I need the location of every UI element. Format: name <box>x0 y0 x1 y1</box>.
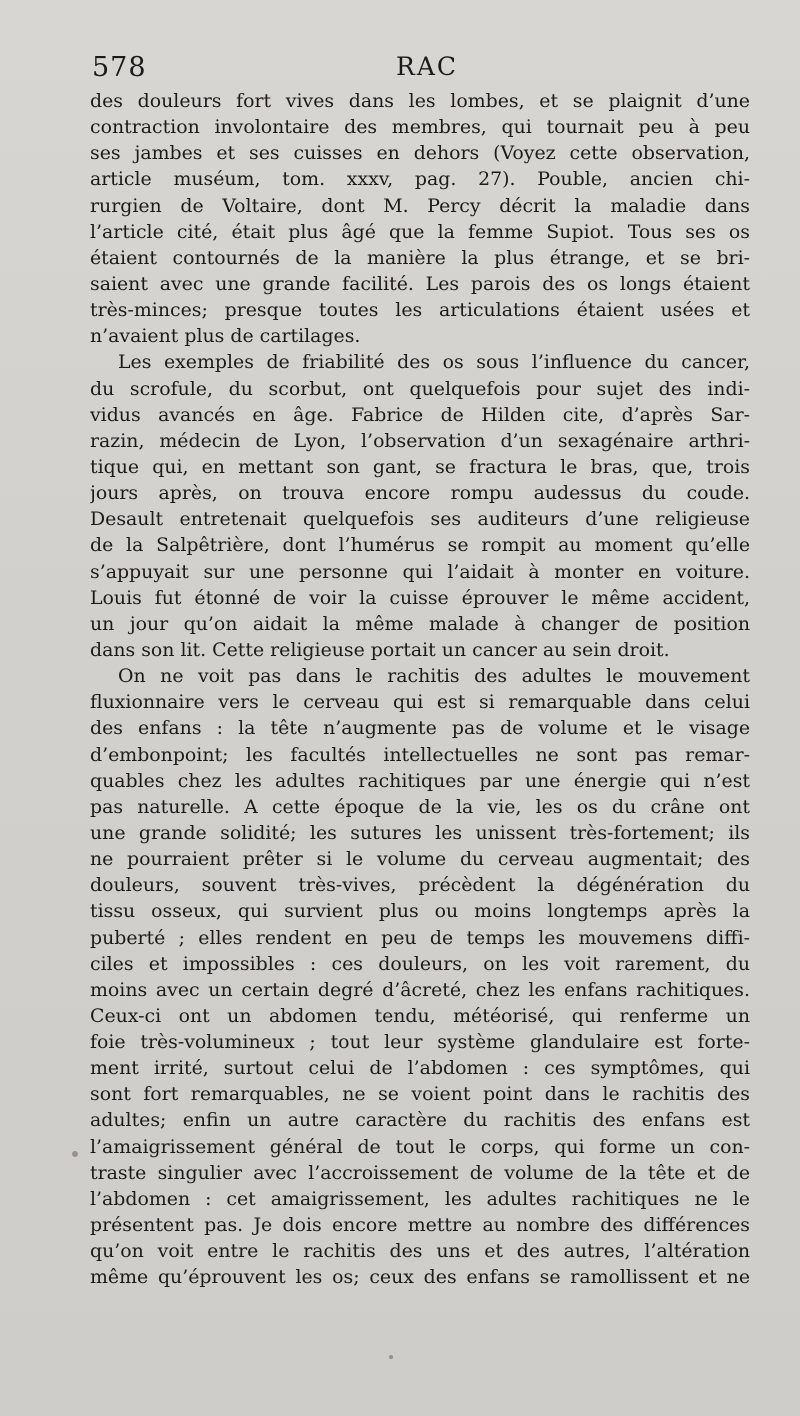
text-line: l’article cité, était plus âgé que la femme Supiot. Tous ses os <box>90 220 750 243</box>
text-line: moins avec un certain degré d’âcreté, chez les enfans rachitiques. <box>90 978 750 1001</box>
text-line: qu’on voit entre le rachitis des uns et des autres, l’altération <box>90 1240 750 1263</box>
text-line: étaient contournés de la manière la plus étrange, et se bri- <box>90 246 750 269</box>
running-head: RAC <box>396 52 459 81</box>
text-line: dans son lit. Cette religieuse portait un cancer au sein droit. <box>90 638 670 661</box>
text-line: du scrofule, du scorbut, ont quelquefois pour sujet des indi- <box>90 377 750 400</box>
paper-speck <box>72 1151 78 1157</box>
text-line: très-minces; presque toutes les articulations étaient usées et <box>90 299 750 322</box>
text-line: ne pourraient prêter si le volume du cerveau augmentait; des <box>90 848 750 871</box>
text-line: article muséum, tom. xxxv, pag. 27). Pouble, ancien chi- <box>90 168 750 191</box>
text-line: s’appuyait sur une personne qui l’aidait à monter en voiture. <box>90 560 750 583</box>
text-line: pas naturelle. A cette époque de la vie, les os du crâne ont <box>90 795 750 818</box>
text-line: un jour qu’on aidait la même malade à changer de position <box>90 612 750 635</box>
text-line: d’embonpoint; les facultés intellectuelles ne sont pas remar- <box>90 743 750 766</box>
text-line: l’amaigrissement général de tout le corps, qui forme un con- <box>90 1135 750 1158</box>
text-line: Louis fut étonné de voir la cuisse éprouver le même accident, <box>90 586 750 609</box>
text-line: traste singulier avec l’accroissement de volume de la tête et de <box>90 1161 750 1184</box>
text-line: sont fort remarquables, ne se voient point dans le rachitis des <box>90 1083 750 1106</box>
text-line: quables chez les adultes rachitiques par une énergie qui n’est <box>90 769 750 792</box>
text-line: ses jambes et ses cuisses en dehors (Voyez cette observation, <box>90 142 750 165</box>
paper-speck <box>389 1355 393 1359</box>
text-line: de la Salpêtrière, dont l’humérus se rompit au moment qu’elle <box>90 534 750 557</box>
text-line: On ne voit pas dans le rachitis des adultes le mouvement <box>118 665 750 688</box>
text-line: douleurs, souvent très-vives, précèdent la dégénération du <box>90 874 750 897</box>
text-line: l’abdomen : cet amaigrissement, les adultes rachitiques ne le <box>90 1187 750 1210</box>
text-line: Ceux-ci ont un abdomen tendu, météorisé, qui renferme un <box>90 1004 750 1027</box>
page-number: 578 <box>92 52 147 83</box>
body-text <box>90 88 750 1290</box>
text-line: razin, médecin de Lyon, l’observation d’un sexagénaire arthri- <box>90 429 750 452</box>
text-line: puberté ; elles rendent en peu de temps les mouvemens diffi- <box>90 926 750 949</box>
text-line: présentent pas. Je dois encore mettre au nombre des différences <box>90 1214 750 1237</box>
text-line: jours après, on trouva encore rompu audessus du coude. <box>90 482 750 505</box>
text-line: Desault entretenait quelquefois ses auditeurs d’une religieuse <box>90 508 750 531</box>
text-line: une grande solidité; les sutures les unissent très-fortement; ils <box>90 821 750 844</box>
text-line: ciles et impossibles : ces douleurs, on les voit rarement, du <box>90 952 750 975</box>
page-header <box>92 52 752 86</box>
text-line: vidus avancés en âge. Fabrice de Hilden cite, d’après Sar- <box>90 403 750 426</box>
text-line: des douleurs fort vives dans les lombes, et se plaignit d’une <box>90 90 750 112</box>
text-line: même qu’éprouvent les os; ceux des enfans se ramollissent et ne <box>90 1266 750 1289</box>
text-line: des enfans : la tête n’augmente pas de volume et le visage <box>90 717 750 740</box>
text-line: ment irrité, surtout celui de l’abdomen : ces symptômes, qui <box>90 1057 750 1080</box>
text-line: n’avaient plus de cartilages. <box>90 325 361 348</box>
text-line: rurgien de Voltaire, dont M. Percy décrit la maladie dans <box>90 194 750 217</box>
text-line: Les exemples de friabilité des os sous l’influence du cancer, <box>118 351 750 374</box>
text-line: contraction involontaire des membres, qui tournait peu à peu <box>90 116 750 139</box>
text-line: fluxionnaire vers le cerveau qui est si remarquable dans celui <box>90 691 750 714</box>
text-line: saient avec une grande facilité. Les parois des os longs étaient <box>90 272 750 295</box>
text-line: adultes; enfin un autre caractère du rachitis des enfans est <box>90 1109 750 1132</box>
text-line: tique qui, en mettant son gant, se fractura le bras, que, trois <box>90 455 750 478</box>
text-line: foie très-volumineux ; tout leur système glandulaire est forte- <box>90 1031 750 1054</box>
text-line: tissu osseux, qui survient plus ou moins longtemps après la <box>90 900 750 923</box>
